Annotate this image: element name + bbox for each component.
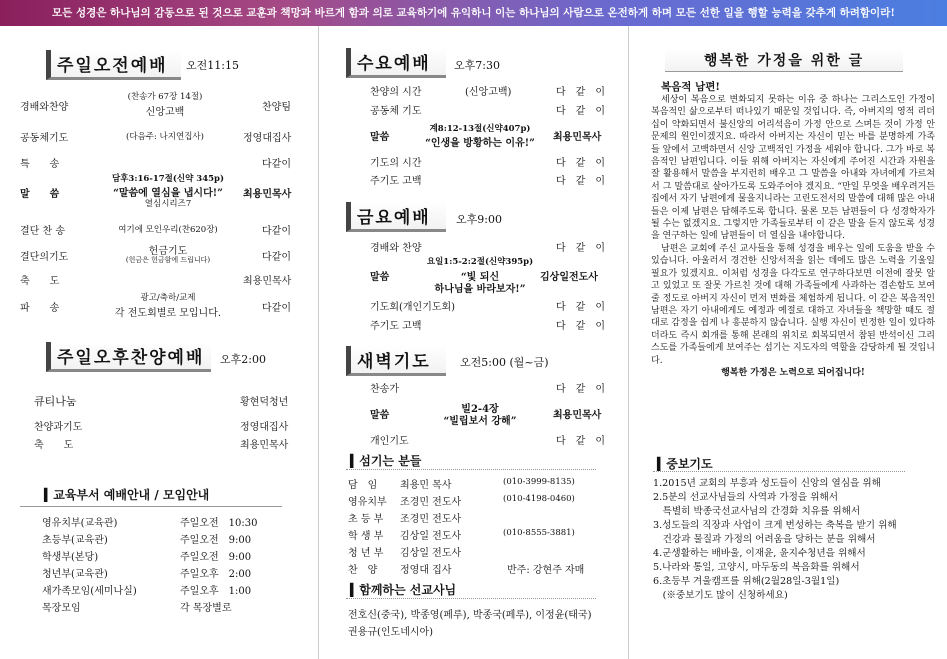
prayer-item: 특별히 박종국선교사님의 간경화 치유를 위해서 — [653, 506, 861, 517]
prayer-item: 2.5분의 선교사님들의 사역과 가정을 위해서 — [653, 492, 839, 503]
svc-right: 정영대집사 — [243, 133, 292, 144]
fri-left: 경배와 찬양 — [370, 243, 422, 254]
svc-left: 경배와찬양 — [20, 102, 69, 113]
divider — [318, 26, 319, 659]
wed-left: 기도의 시간 — [370, 158, 422, 169]
wed-left: 공동체 기도 — [370, 106, 422, 117]
fri-mid: 요일1:5-2:2절(신약395p) — [426, 257, 534, 267]
wed-left: 주기도 고백 — [370, 176, 422, 187]
servant-name: 정영대 집사 — [400, 565, 452, 576]
missionaries-line: 전호신(중국), 박종영(페루), 박종국(페루), 이정윤(태국) — [348, 610, 592, 621]
column-left — [0, 26, 312, 659]
svc-right: 최용민목사 — [243, 276, 292, 287]
servant-phone: (010-4198-0460) — [503, 494, 575, 504]
missionaries-title: ▍ 함께하는 선교사님 — [350, 581, 456, 598]
fri-right: 다 같 이 — [556, 243, 605, 254]
prayer-item: 건강과 물질과 가정의 어려움을 당하는 분을 위해서 — [653, 534, 876, 545]
pm-left: 큐티나눔 — [34, 395, 77, 408]
edu-time: 주일오전 9:00 — [180, 552, 252, 563]
servant-role: 청 년 부 — [348, 548, 384, 559]
servants-title: ▍ 섬기는 분들 — [350, 452, 421, 469]
edu-name: 청년부(교육관) — [42, 569, 108, 580]
prayer-item: 1.2015년 교회의 부흥과 성도들이 신앙의 열심을 위해 — [653, 478, 881, 489]
svc-right: 다같이 — [262, 303, 291, 314]
servant-name: 조경민 전도사 — [400, 514, 462, 525]
article-paragraph: 남편은 교회에 주신 교사들을 통해 성경을 배우는 일에 도움을 받을 수 있습니다. 아울러서 경건한 신앙서적을 읽는 데에도 많은 노력을 기울일 필요가 있겠지요. 이처럼 성경을 다각도로 연구하다보면 이전에 잘못 알고 있었고 또 잘못 가르친 것에 대해 가족들에게 사과하는 겸손함도 보여줄 정도로 아버지 자신이 먼저 변화를 체험하게 됩니다. 이 같은 복음적인 남편은 자기 아내에게도 예정과 예절로 대하고 자녀들을 책망할 때도 절대로 감정을 쉽게 나 흥분하지 않습니다. 실행 자신이 빈정한 일이 있다하더라도 즉시 회개를 통해 본래의 위치로 회복되면서 참된 반석이신 그리스도를 가족들에게 보여주는 섬기는 지도자의 역할을 감당하게 될 것입니다. — [651, 243, 935, 366]
servant-role: 영유치부 — [348, 497, 387, 508]
edu-name: 목장모임 — [42, 603, 81, 614]
wed-right: 다 같 이 — [556, 87, 605, 98]
servants-rule — [346, 469, 596, 470]
pm-left: 찬양과기도 — [34, 422, 83, 433]
prayer-item: 6.초등부 겨울캠프를 위해(2월28일-3월1일) — [653, 576, 840, 587]
servant-role: 초 등 부 — [348, 514, 384, 525]
article-paragraph: 세상이 복음으로 변화되지 못하는 이유 중 하나는 그리스도인 가정이 복음적인 삶으로부터 떠나있기 때문일 것입니다. 즉, 아버지의 영적 리더십이 약화되면서 불신앙의 어리석음이 가정 안으로 스며든 것이 가정 안 문제의 원인이겠지요. 따라서 아버지는 자신이 믿는 바를 분명하게 가족들 앞에서 고백하면서 신앙 고백적인 가정을 세워야 합니다. 그가 바로 복음적인 남편입니다. 이들 위해 아버지는 자신에게 주어진 시간과 자원을 잘 활용해서 말씀을 부지런히 배우고 그 말씀을 아내와 자녀에게 가르쳐서 그 말씀대로 살아가도록 도와주어야 겠지요. “만일 무엇을 배우려거든 집에서 자기 남편에게 물을지니라는 고린도전서의 말씀에 대해 많은 아내들은 이제 남편은 답해주도록 합니다. 물론 모든 남편들이 다 성경학자가 될 수는 없겠지요. 그렇지만 가족들로부터 이 같은 말을 듣지 않도록 성경을 연구하는 일에 남편들이 더 열심을 내야합니다. — [651, 95, 935, 242]
wed-right: 다 같 이 — [556, 176, 605, 187]
dawn-left: 말씀 — [370, 410, 390, 421]
column-right — [635, 26, 947, 659]
fri-right: 김상일전도사 — [540, 272, 598, 283]
edu-name: 초등부(교육관) — [42, 535, 108, 546]
wed-mid: 계8:12-13절(신약407p) — [429, 124, 531, 134]
svc-mid: 신앙고백 — [145, 107, 185, 118]
dawn-right: 다 같 이 — [556, 436, 605, 447]
servant-role: 학 생 부 — [348, 531, 384, 542]
missionaries-rule — [346, 598, 596, 599]
svc-mid: 열심시리즈7 — [144, 199, 192, 209]
servant-name: 조경민 전도사 — [400, 497, 462, 508]
svc-mid: 헌금기도 — [148, 246, 188, 257]
divider — [628, 26, 629, 659]
dawn-right: 다 같 이 — [556, 384, 605, 395]
dawn-mid: 빌2-4장 — [461, 404, 499, 415]
edu-rule — [20, 506, 282, 508]
prayer-rule — [653, 471, 905, 472]
wed-time: 오후7:30 — [454, 59, 500, 72]
edu-name: 영유치부(교육관) — [42, 518, 118, 529]
edu-time: 주일오전 10:30 — [180, 518, 258, 529]
edu-title: ▍ 교육부서 예배안내 / 모임안내 — [44, 486, 209, 503]
dawn-right: 최용민목사 — [553, 410, 602, 421]
svc-left: 결단의기도 — [20, 252, 69, 263]
sunday-pm-time: 오후2:00 — [220, 353, 266, 366]
prayer-list — [653, 477, 933, 603]
servant-role: 찬 양 — [348, 565, 378, 576]
dawn-left: 찬송가 — [370, 384, 399, 395]
sunday-pm-title: 주일오후찬양예배 — [46, 342, 211, 372]
prayer-item: 5.나라와 통일, 고양시, 마두동의 복음화를 위해서 — [653, 562, 860, 573]
edu-time: 주일오후 1:00 — [180, 586, 252, 597]
servant-phone: 반주: 강현주 자매 — [507, 565, 585, 576]
wed-left: 찬양의 시간 — [370, 87, 422, 98]
svc-right: 다같이 — [262, 252, 291, 263]
svc-left: 파 송 — [20, 303, 60, 314]
edu-name: 학생부(본당) — [42, 552, 99, 563]
svc-right: 다같이 — [262, 159, 291, 170]
servant-phone: (010-3999-8135) — [503, 477, 575, 487]
article-subtitle: 복음적 남편! — [661, 81, 720, 93]
svc-mid: 각 전도회별로 모입니다. — [114, 308, 222, 319]
fri-right: 다 같 이 — [556, 321, 605, 332]
svc-right: 다같이 — [262, 226, 291, 237]
wed-right: 다 같 이 — [556, 106, 605, 117]
fri-mid: 하나님을 바라보자!” — [434, 284, 526, 295]
prayer-item: 3.성도들의 직장과 사업이 크게 번성하는 축복을 받기 위해 — [653, 520, 897, 531]
column-middle — [330, 26, 620, 659]
svc-mid: (찬송가 67장 14절) — [127, 92, 203, 102]
sunday-am-time: 오전11:15 — [186, 59, 239, 72]
wed-mid: “인생을 방황하는 이유!” — [425, 138, 535, 149]
pm-left: 축 도 — [34, 440, 74, 451]
svc-left: 말 씀 — [20, 189, 60, 200]
prayer-title: ▍ 중보기도 — [657, 455, 713, 472]
fri-mid: “빛 되신 — [460, 272, 500, 283]
dawn-time: 오전5:00 (월~금) — [460, 356, 549, 369]
dawn-title: 새벽기도 — [346, 346, 446, 376]
fri-time: 오후9:00 — [456, 213, 502, 226]
prayer-item: (※중보기도 많이 신청하세요) — [653, 590, 788, 601]
edu-time: 각 목장별로 — [180, 603, 232, 614]
svc-mid: 광고/축하/교제 — [140, 293, 196, 303]
edu-time: 주일오전 9:00 — [180, 535, 252, 546]
article-body — [651, 94, 935, 379]
wed-right: 다 같 이 — [556, 158, 605, 169]
fri-title: 금요예배 — [346, 202, 446, 232]
fri-left: 주기도 고백 — [370, 321, 422, 332]
servant-name: 최용민 목사 — [400, 480, 452, 491]
edu-time: 주일오후 2:00 — [180, 569, 252, 580]
edu-name: 새가족모임(세미나실) — [42, 586, 137, 597]
wed-mid: (신앙고백) — [465, 87, 512, 98]
fri-left: 기도회(개인기도회) — [370, 302, 456, 313]
prayer-item: 4.군생활하는 배바울, 이재윤, 윤지수청년을 위해서 — [653, 548, 866, 559]
pm-right: 최용민목사 — [240, 440, 289, 451]
svc-mid: 담후3:16-17절(신약 345p) — [112, 174, 224, 184]
sunday-am-title: 주일오전예배 — [46, 50, 181, 80]
wed-right: 최용민목사 — [553, 132, 602, 143]
svc-left: 특 송 — [20, 159, 60, 170]
dawn-left: 개인기도 — [370, 436, 409, 447]
wed-left: 말씀 — [370, 132, 390, 143]
svc-left: 결단 찬 송 — [20, 226, 65, 237]
svc-left: 축 도 — [20, 276, 60, 287]
pm-right: 황현덕청년 — [240, 397, 289, 408]
svc-mid: (다음주: 나지연집사) — [126, 132, 204, 142]
servant-phone: (010-8555-3881) — [503, 528, 575, 538]
dawn-mid: “빌립보서 강해” — [443, 416, 517, 427]
svc-right: 찬양팀 — [262, 102, 291, 113]
fri-left: 말씀 — [370, 272, 390, 283]
missionaries-line: 권용규(인도네시아) — [348, 627, 434, 638]
pm-right: 정영대집사 — [240, 422, 289, 433]
wed-title: 수요예배 — [346, 48, 446, 78]
servant-name: 김상일 전도사 — [400, 548, 462, 559]
scripture-banner: 모든 성경은 하나님의 감동으로 된 것으로 교훈과 책망과 바르게 함과 의로 교육하기에 유익하니 이는 하나님의 사람으로 온전하게 하며 모든 선한 일을 행할 능력을 갖추게 하려함이라! — [0, 0, 947, 26]
article-closing: 행복한 가정은 노력으로 되어집니다! — [721, 367, 865, 378]
svc-right: 최용민목사 — [243, 189, 292, 200]
servant-role: 담 임 — [348, 480, 378, 491]
svc-left: 공동체기도 — [20, 133, 69, 144]
svc-mid: “말씀에 열심을 냅시다!” — [113, 188, 223, 199]
svc-mid: (헌금은 헌금함에 드립니다) — [125, 256, 211, 264]
servant-name: 김상일 전도사 — [400, 531, 462, 542]
article-title: 행복한 가정을 위한 글 — [665, 49, 903, 72]
svc-mid: 여기에 모인우리(찬620장) — [118, 225, 218, 235]
fri-right: 다 같 이 — [556, 302, 605, 313]
